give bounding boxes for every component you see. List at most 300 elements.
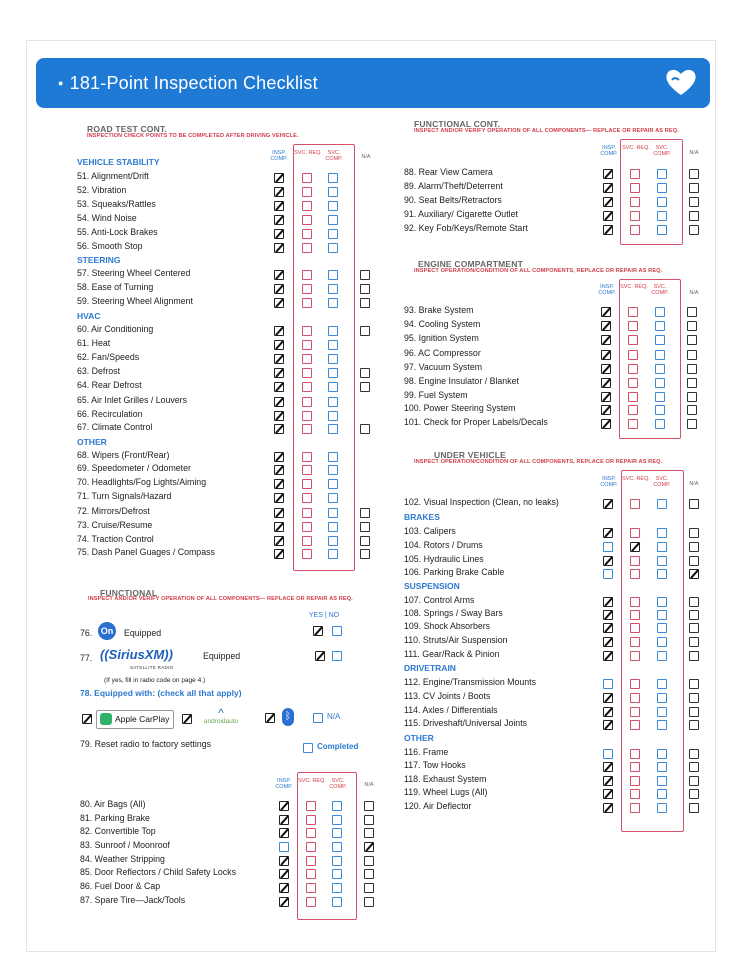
na-checkbox[interactable]: [689, 707, 699, 717]
svc-comp-checkbox[interactable]: [657, 211, 667, 221]
item-77-yes[interactable]: [315, 651, 325, 661]
item-77-no[interactable]: [332, 651, 342, 661]
carplay-checkbox[interactable]: [82, 714, 92, 724]
svc-req-checkbox[interactable]: [302, 215, 312, 225]
insp-comp-checkbox[interactable]: [603, 610, 613, 620]
svc-req-checkbox[interactable]: [630, 776, 640, 786]
svc-comp-checkbox[interactable]: [657, 679, 667, 689]
svc-req-checkbox[interactable]: [630, 225, 640, 235]
insp-comp-checkbox[interactable]: [274, 452, 284, 462]
svc-comp-checkbox[interactable]: [657, 776, 667, 786]
svc-req-checkbox[interactable]: [630, 169, 640, 179]
insp-comp-checkbox[interactable]: [603, 499, 613, 509]
col-svc-comp: SVC. COMP.: [325, 150, 343, 163]
insp-comp-checkbox[interactable]: [274, 382, 284, 392]
insp-comp-checkbox[interactable]: [603, 651, 613, 661]
insp-comp-checkbox[interactable]: [603, 556, 613, 566]
svc-comp-checkbox[interactable]: [328, 452, 338, 462]
na-checkbox[interactable]: [687, 321, 697, 331]
svc-req-checkbox[interactable]: [630, 597, 640, 607]
carplay-icon: [100, 713, 112, 725]
svc-req-checkbox[interactable]: [630, 679, 640, 689]
na-checkbox[interactable]: [689, 693, 699, 703]
svc-req-checkbox[interactable]: [628, 321, 638, 331]
svc-comp-checkbox[interactable]: [655, 335, 665, 345]
svc-req-checkbox[interactable]: [628, 405, 638, 415]
na-checkbox[interactable]: [360, 424, 370, 434]
na-checkbox[interactable]: [689, 183, 699, 193]
na-checkbox[interactable]: [689, 679, 699, 689]
svc-comp-checkbox[interactable]: [328, 411, 338, 421]
na-checkbox[interactable]: [689, 803, 699, 813]
svc-req-checkbox[interactable]: [306, 856, 316, 866]
insp-comp-checkbox[interactable]: [601, 364, 611, 374]
svc-req-checkbox[interactable]: [306, 869, 316, 879]
svc-comp-checkbox[interactable]: [328, 493, 338, 503]
na-checkbox[interactable]: [360, 326, 370, 336]
na-checkbox[interactable]: [689, 528, 699, 538]
svc-comp-checkbox[interactable]: [328, 270, 338, 280]
col-svc-comp-2: SVC. COMP.: [329, 778, 347, 791]
insp-comp-checkbox[interactable]: [274, 229, 284, 239]
insp-comp-checkbox[interactable]: [274, 173, 284, 183]
insp-comp-checkbox[interactable]: [274, 465, 284, 475]
category-vehicle-stability: VEHICLE STABILITY: [77, 157, 160, 167]
svc-req-checkbox[interactable]: [302, 452, 312, 462]
svc-req-checkbox[interactable]: [628, 335, 638, 345]
item-78-na-checkbox[interactable]: [313, 713, 323, 723]
insp-comp-checkbox[interactable]: [279, 883, 289, 893]
na-checkbox[interactable]: [689, 789, 699, 799]
svc-req-checkbox[interactable]: [630, 789, 640, 799]
svc-req-checkbox[interactable]: [630, 183, 640, 193]
svc-req-checkbox[interactable]: [630, 542, 640, 552]
na-checkbox[interactable]: [364, 842, 374, 852]
svc-comp-checkbox[interactable]: [328, 479, 338, 489]
checklist-item-label: 108. Springs / Sway Bars: [404, 608, 503, 618]
svc-comp-checkbox[interactable]: [328, 326, 338, 336]
insp-comp-checkbox[interactable]: [274, 368, 284, 378]
svc-comp-checkbox[interactable]: [657, 169, 667, 179]
na-checkbox[interactable]: [364, 801, 374, 811]
insp-comp-checkbox[interactable]: [603, 225, 613, 235]
header-banner: [36, 58, 710, 108]
svc-req-checkbox[interactable]: [302, 340, 312, 350]
na-checkbox[interactable]: [687, 405, 697, 415]
svc-comp-checkbox[interactable]: [655, 307, 665, 317]
insp-comp-checkbox[interactable]: [603, 789, 613, 799]
svc-comp-checkbox[interactable]: [657, 225, 667, 235]
svc-req-checkbox[interactable]: [302, 397, 312, 407]
na-checkbox[interactable]: [360, 382, 370, 392]
na-checkbox[interactable]: [689, 637, 699, 647]
insp-comp-checkbox[interactable]: [603, 183, 613, 193]
svc-req-checkbox[interactable]: [630, 556, 640, 566]
insp-comp-checkbox[interactable]: [279, 869, 289, 879]
road-test-subtitle: INSPECTION CHECK POINTS TO BE COMPLETED AFTER DRIVING VEHICLE.: [87, 133, 299, 139]
insp-comp-checkbox[interactable]: [603, 693, 613, 703]
svc-req-checkbox[interactable]: [630, 528, 640, 538]
svc-req-checkbox[interactable]: [306, 828, 316, 838]
svc-comp-checkbox[interactable]: [657, 623, 667, 633]
svc-req-checkbox[interactable]: [302, 522, 312, 532]
svc-comp-checkbox[interactable]: [657, 637, 667, 647]
na-checkbox[interactable]: [689, 169, 699, 179]
svc-req-checkbox[interactable]: [302, 298, 312, 308]
svc-req-checkbox[interactable]: [630, 499, 640, 509]
na-checkbox[interactable]: [687, 364, 697, 374]
insp-comp-checkbox[interactable]: [601, 321, 611, 331]
item-76-yes[interactable]: [313, 626, 323, 636]
svc-req-checkbox[interactable]: [630, 803, 640, 813]
na-checkbox[interactable]: [689, 776, 699, 786]
na-checkbox[interactable]: [689, 499, 699, 509]
svc-req-checkbox[interactable]: [302, 201, 312, 211]
na-checkbox[interactable]: [689, 720, 699, 730]
checklist-item-label: 63. Defrost: [77, 366, 121, 376]
svc-req-checkbox[interactable]: [302, 187, 312, 197]
svc-comp-checkbox[interactable]: [332, 869, 342, 879]
insp-comp-checkbox[interactable]: [274, 397, 284, 407]
insp-comp-checkbox[interactable]: [603, 569, 613, 579]
svc-comp-checkbox[interactable]: [657, 542, 667, 552]
svc-req-checkbox[interactable]: [630, 762, 640, 772]
svc-req-checkbox[interactable]: [630, 651, 640, 661]
svc-comp-checkbox[interactable]: [328, 173, 338, 183]
na-checkbox[interactable]: [689, 623, 699, 633]
checklist-item-label: 70. Headlights/Fog Lights/Aiming: [77, 477, 207, 487]
insp-comp-checkbox[interactable]: [603, 679, 613, 689]
col-svc-req-5: SVC. REQ.: [622, 476, 650, 482]
checklist-item-label: 60. Air Conditioning: [77, 324, 154, 334]
insp-comp-checkbox[interactable]: [603, 211, 613, 221]
svc-req-checkbox[interactable]: [630, 720, 640, 730]
col-insp-comp-2: INSP. COMP.: [275, 778, 293, 791]
na-checkbox[interactable]: [689, 211, 699, 221]
checklist-item-label: 96. AC Compressor: [404, 348, 481, 358]
insp-comp-checkbox[interactable]: [274, 340, 284, 350]
svc-comp-checkbox[interactable]: [328, 522, 338, 532]
insp-comp-checkbox[interactable]: [274, 187, 284, 197]
svc-comp-checkbox[interactable]: [328, 382, 338, 392]
svc-comp-checkbox[interactable]: [657, 197, 667, 207]
svc-comp-checkbox[interactable]: [657, 499, 667, 509]
svc-req-checkbox[interactable]: [302, 229, 312, 239]
na-checkbox[interactable]: [689, 610, 699, 620]
insp-comp-checkbox[interactable]: [274, 270, 284, 280]
svc-comp-checkbox[interactable]: [332, 856, 342, 866]
svc-req-checkbox[interactable]: [628, 307, 638, 317]
functional-cont-subtitle: INSPECT AND/OR VERIFY OPERATION OF ALL COMPONENTS— REPLACE OR REPAIR AS REQ.: [414, 128, 679, 134]
svc-comp-checkbox[interactable]: [332, 828, 342, 838]
na-checkbox[interactable]: [687, 392, 697, 402]
svc-comp-checkbox[interactable]: [328, 340, 338, 350]
svc-comp-checkbox[interactable]: [328, 215, 338, 225]
na-checkbox[interactable]: [360, 508, 370, 518]
insp-comp-checkbox[interactable]: [279, 815, 289, 825]
na-checkbox[interactable]: [360, 536, 370, 546]
insp-comp-checkbox[interactable]: [603, 803, 613, 813]
na-checkbox[interactable]: [360, 298, 370, 308]
checklist-item-label: 117. Tow Hooks: [404, 760, 466, 770]
svc-req-checkbox[interactable]: [628, 419, 638, 429]
svc-comp-checkbox[interactable]: [655, 321, 665, 331]
svc-req-checkbox[interactable]: [630, 749, 640, 759]
na-checkbox[interactable]: [364, 815, 374, 825]
svc-req-checkbox[interactable]: [628, 350, 638, 360]
svc-comp-checkbox[interactable]: [328, 397, 338, 407]
svc-comp-checkbox[interactable]: [332, 801, 342, 811]
svc-req-checkbox[interactable]: [628, 378, 638, 388]
na-checkbox[interactable]: [689, 556, 699, 566]
svc-req-checkbox[interactable]: [306, 897, 316, 907]
svc-comp-checkbox[interactable]: [328, 424, 338, 434]
svc-comp-checkbox[interactable]: [328, 465, 338, 475]
reset-radio-completed-checkbox[interactable]: [303, 743, 313, 753]
insp-comp-checkbox[interactable]: [274, 479, 284, 489]
item-78-na-label: N/A: [327, 712, 341, 721]
svc-comp-checkbox[interactable]: [657, 569, 667, 579]
svc-req-checkbox[interactable]: [630, 569, 640, 579]
svc-comp-checkbox[interactable]: [332, 897, 342, 907]
svc-comp-checkbox[interactable]: [655, 364, 665, 374]
na-checkbox[interactable]: [364, 883, 374, 893]
functional-title: FUNCTIONAL: [100, 588, 158, 598]
svc-comp-checkbox[interactable]: [328, 284, 338, 294]
svc-comp-checkbox[interactable]: [657, 693, 667, 703]
svc-comp-checkbox[interactable]: [655, 419, 665, 429]
col-yes-no: YES | NO: [308, 612, 340, 619]
insp-comp-checkbox[interactable]: [274, 354, 284, 364]
category-hvac: HVAC: [77, 311, 101, 321]
insp-comp-checkbox[interactable]: [274, 424, 284, 434]
svc-req-checkbox[interactable]: [630, 610, 640, 620]
svc-comp-checkbox[interactable]: [657, 789, 667, 799]
na-checkbox[interactable]: [689, 225, 699, 235]
svc-req-checkbox[interactable]: [630, 637, 640, 647]
insp-comp-checkbox[interactable]: [603, 623, 613, 633]
svc-req-checkbox[interactable]: [630, 693, 640, 703]
insp-comp-checkbox[interactable]: [603, 707, 613, 717]
svc-comp-checkbox[interactable]: [655, 350, 665, 360]
checklist-item-label: 111. Gear/Rack & Pinion: [404, 649, 500, 659]
na-checkbox[interactable]: [689, 762, 699, 772]
checklist-item-label: 82. Convertible Top: [80, 826, 156, 836]
svc-comp-checkbox[interactable]: [328, 187, 338, 197]
insp-comp-checkbox[interactable]: [601, 419, 611, 429]
svc-req-checkbox[interactable]: [302, 424, 312, 434]
insp-comp-checkbox[interactable]: [274, 508, 284, 518]
svc-comp-checkbox[interactable]: [657, 762, 667, 772]
checklist-item-label: 88. Rear View Camera: [404, 167, 493, 177]
svc-comp-checkbox[interactable]: [657, 707, 667, 717]
item-76-no[interactable]: [332, 626, 342, 636]
functional-subtitle: INSPECT AND/OR VERIFY OPERATION OF ALL COMPONENTS— REPLACE OR REPAIR AS REQ.: [88, 596, 353, 602]
na-checkbox[interactable]: [360, 368, 370, 378]
svc-comp-checkbox[interactable]: [655, 405, 665, 415]
under-vehicle-subtitle: INSPECT OPERATION/CONDITION OF ALL COMPONENTS, REPLACE OR REPAIR AS REQ.: [414, 459, 663, 465]
na-checkbox[interactable]: [687, 419, 697, 429]
svc-comp-checkbox[interactable]: [328, 368, 338, 378]
na-checkbox[interactable]: [360, 549, 370, 559]
insp-comp-checkbox[interactable]: [274, 201, 284, 211]
checklist-item-label: 62. Fan/Speeds: [77, 352, 140, 362]
svc-req-checkbox[interactable]: [630, 197, 640, 207]
category-steering: STEERING: [77, 255, 121, 265]
na-checkbox[interactable]: [687, 378, 697, 388]
svc-comp-checkbox[interactable]: [332, 842, 342, 852]
svc-req-checkbox[interactable]: [302, 465, 312, 475]
under-vehicle-title: UNDER VEHICLE: [434, 450, 507, 460]
insp-comp-checkbox[interactable]: [279, 801, 289, 811]
svc-comp-checkbox[interactable]: [657, 597, 667, 607]
na-checkbox[interactable]: [360, 522, 370, 532]
insp-comp-checkbox[interactable]: [603, 762, 613, 772]
svc-comp-checkbox[interactable]: [655, 392, 665, 402]
svc-req-checkbox[interactable]: [302, 549, 312, 559]
insp-comp-checkbox[interactable]: [279, 856, 289, 866]
insp-comp-checkbox[interactable]: [601, 378, 611, 388]
na-checkbox[interactable]: [689, 542, 699, 552]
insp-comp-checkbox[interactable]: [603, 720, 613, 730]
radio-note: (If yes, fill in radio code on page 4.): [104, 677, 206, 684]
svc-comp-checkbox[interactable]: [328, 354, 338, 364]
insp-comp-checkbox[interactable]: [279, 842, 289, 852]
na-checkbox[interactable]: [364, 856, 374, 866]
na-checkbox[interactable]: [689, 597, 699, 607]
svc-comp-checkbox[interactable]: [657, 803, 667, 813]
svc-comp-checkbox[interactable]: [328, 229, 338, 239]
svc-comp-checkbox[interactable]: [657, 749, 667, 759]
na-checkbox[interactable]: [689, 197, 699, 207]
checklist-item-label: 68. Wipers (Front/Rear): [77, 450, 170, 460]
insp-comp-checkbox[interactable]: [603, 749, 613, 759]
svc-req-checkbox[interactable]: [306, 815, 316, 825]
svc-req-checkbox[interactable]: [306, 801, 316, 811]
na-checkbox[interactable]: [689, 749, 699, 759]
checklist-item-label: 119. Wheel Lugs (All): [404, 787, 488, 797]
svc-req-checkbox[interactable]: [302, 382, 312, 392]
svc-comp-checkbox[interactable]: [328, 201, 338, 211]
item-78-label: 78. Equipped with: (check all that apply): [80, 688, 242, 698]
svc-req-checkbox[interactable]: [302, 508, 312, 518]
insp-comp-checkbox[interactable]: [274, 326, 284, 336]
svc-comp-checkbox[interactable]: [332, 883, 342, 893]
svc-req-checkbox[interactable]: [302, 368, 312, 378]
svc-req-checkbox[interactable]: [302, 536, 312, 546]
na-checkbox[interactable]: [364, 869, 374, 879]
svc-req-checkbox[interactable]: [302, 411, 312, 421]
svc-comp-checkbox[interactable]: [657, 651, 667, 661]
svc-comp-checkbox[interactable]: [328, 508, 338, 518]
insp-comp-checkbox[interactable]: [274, 549, 284, 559]
svc-req-checkbox[interactable]: [302, 270, 312, 280]
insp-comp-checkbox[interactable]: [603, 528, 613, 538]
col-svc-req-2: SVC. REQ.: [298, 778, 326, 784]
svc-req-checkbox[interactable]: [302, 243, 312, 253]
svc-comp-checkbox[interactable]: [328, 549, 338, 559]
svc-req-checkbox[interactable]: [306, 883, 316, 893]
na-checkbox[interactable]: [360, 284, 370, 294]
checklist-item-label: 56. Smooth Stop: [77, 241, 143, 251]
na-checkbox[interactable]: [364, 828, 374, 838]
insp-comp-checkbox[interactable]: [279, 897, 289, 907]
insp-comp-checkbox[interactable]: [603, 637, 613, 647]
svc-req-checkbox[interactable]: [302, 354, 312, 364]
insp-comp-checkbox[interactable]: [603, 597, 613, 607]
svc-req-checkbox[interactable]: [628, 392, 638, 402]
svc-req-checkbox[interactable]: [302, 326, 312, 336]
checklist-item-label: 71. Turn Signals/Hazard: [77, 491, 172, 501]
svc-comp-checkbox[interactable]: [332, 815, 342, 825]
na-checkbox[interactable]: [687, 335, 697, 345]
svc-req-checkbox[interactable]: [302, 284, 312, 294]
checklist-item-label: 67. Climate Control: [77, 422, 153, 432]
insp-comp-checkbox[interactable]: [279, 828, 289, 838]
insp-comp-checkbox[interactable]: [603, 542, 613, 552]
svc-req-checkbox[interactable]: [628, 364, 638, 374]
svc-req-checkbox[interactable]: [630, 623, 640, 633]
insp-comp-checkbox[interactable]: [601, 350, 611, 360]
android-auto-checkbox[interactable]: [182, 714, 192, 724]
insp-comp-checkbox[interactable]: [603, 197, 613, 207]
svc-req-checkbox[interactable]: [302, 173, 312, 183]
svc-req-checkbox[interactable]: [306, 842, 316, 852]
na-checkbox[interactable]: [687, 307, 697, 317]
insp-comp-checkbox[interactable]: [601, 392, 611, 402]
android-auto-logo: ^ androidauto: [196, 708, 246, 725]
svc-req-checkbox[interactable]: [302, 493, 312, 503]
insp-comp-checkbox[interactable]: [274, 536, 284, 546]
svc-comp-checkbox[interactable]: [657, 183, 667, 193]
insp-comp-checkbox[interactable]: [601, 335, 611, 345]
na-checkbox[interactable]: [360, 270, 370, 280]
insp-comp-checkbox[interactable]: [274, 298, 284, 308]
insp-comp-checkbox[interactable]: [274, 243, 284, 253]
svc-req-checkbox[interactable]: [630, 707, 640, 717]
checklist-item-label: 118. Exhaust System: [404, 774, 487, 784]
na-checkbox[interactable]: [687, 350, 697, 360]
insp-comp-checkbox[interactable]: [274, 215, 284, 225]
insp-comp-checkbox[interactable]: [603, 776, 613, 786]
na-checkbox[interactable]: [689, 569, 699, 579]
svc-req-checkbox[interactable]: [630, 211, 640, 221]
insp-comp-checkbox[interactable]: [274, 493, 284, 503]
svc-comp-checkbox[interactable]: [657, 528, 667, 538]
insp-comp-checkbox[interactable]: [601, 307, 611, 317]
col-insp-comp: INSP. COMP.: [270, 150, 288, 163]
category-other: OTHER: [77, 437, 107, 447]
svc-req-checkbox[interactable]: [302, 479, 312, 489]
na-checkbox[interactable]: [364, 897, 374, 907]
checklist-item-label: 106. Parking Brake Cable: [404, 567, 505, 577]
svc-comp-checkbox[interactable]: [328, 298, 338, 308]
svc-comp-checkbox[interactable]: [657, 610, 667, 620]
insp-comp-checkbox[interactable]: [274, 411, 284, 421]
svc-comp-checkbox[interactable]: [657, 556, 667, 566]
insp-comp-checkbox[interactable]: [603, 169, 613, 179]
svc-comp-checkbox[interactable]: [328, 536, 338, 546]
bluetooth-checkbox[interactable]: [265, 713, 275, 723]
insp-comp-checkbox[interactable]: [274, 284, 284, 294]
checklist-item-label: 73. Cruise/Resume: [77, 520, 153, 530]
insp-comp-checkbox[interactable]: [274, 522, 284, 532]
svc-comp-checkbox[interactable]: [657, 720, 667, 730]
insp-comp-checkbox[interactable]: [601, 405, 611, 415]
svc-comp-checkbox[interactable]: [655, 378, 665, 388]
svc-comp-checkbox[interactable]: [328, 243, 338, 253]
na-checkbox[interactable]: [689, 651, 699, 661]
